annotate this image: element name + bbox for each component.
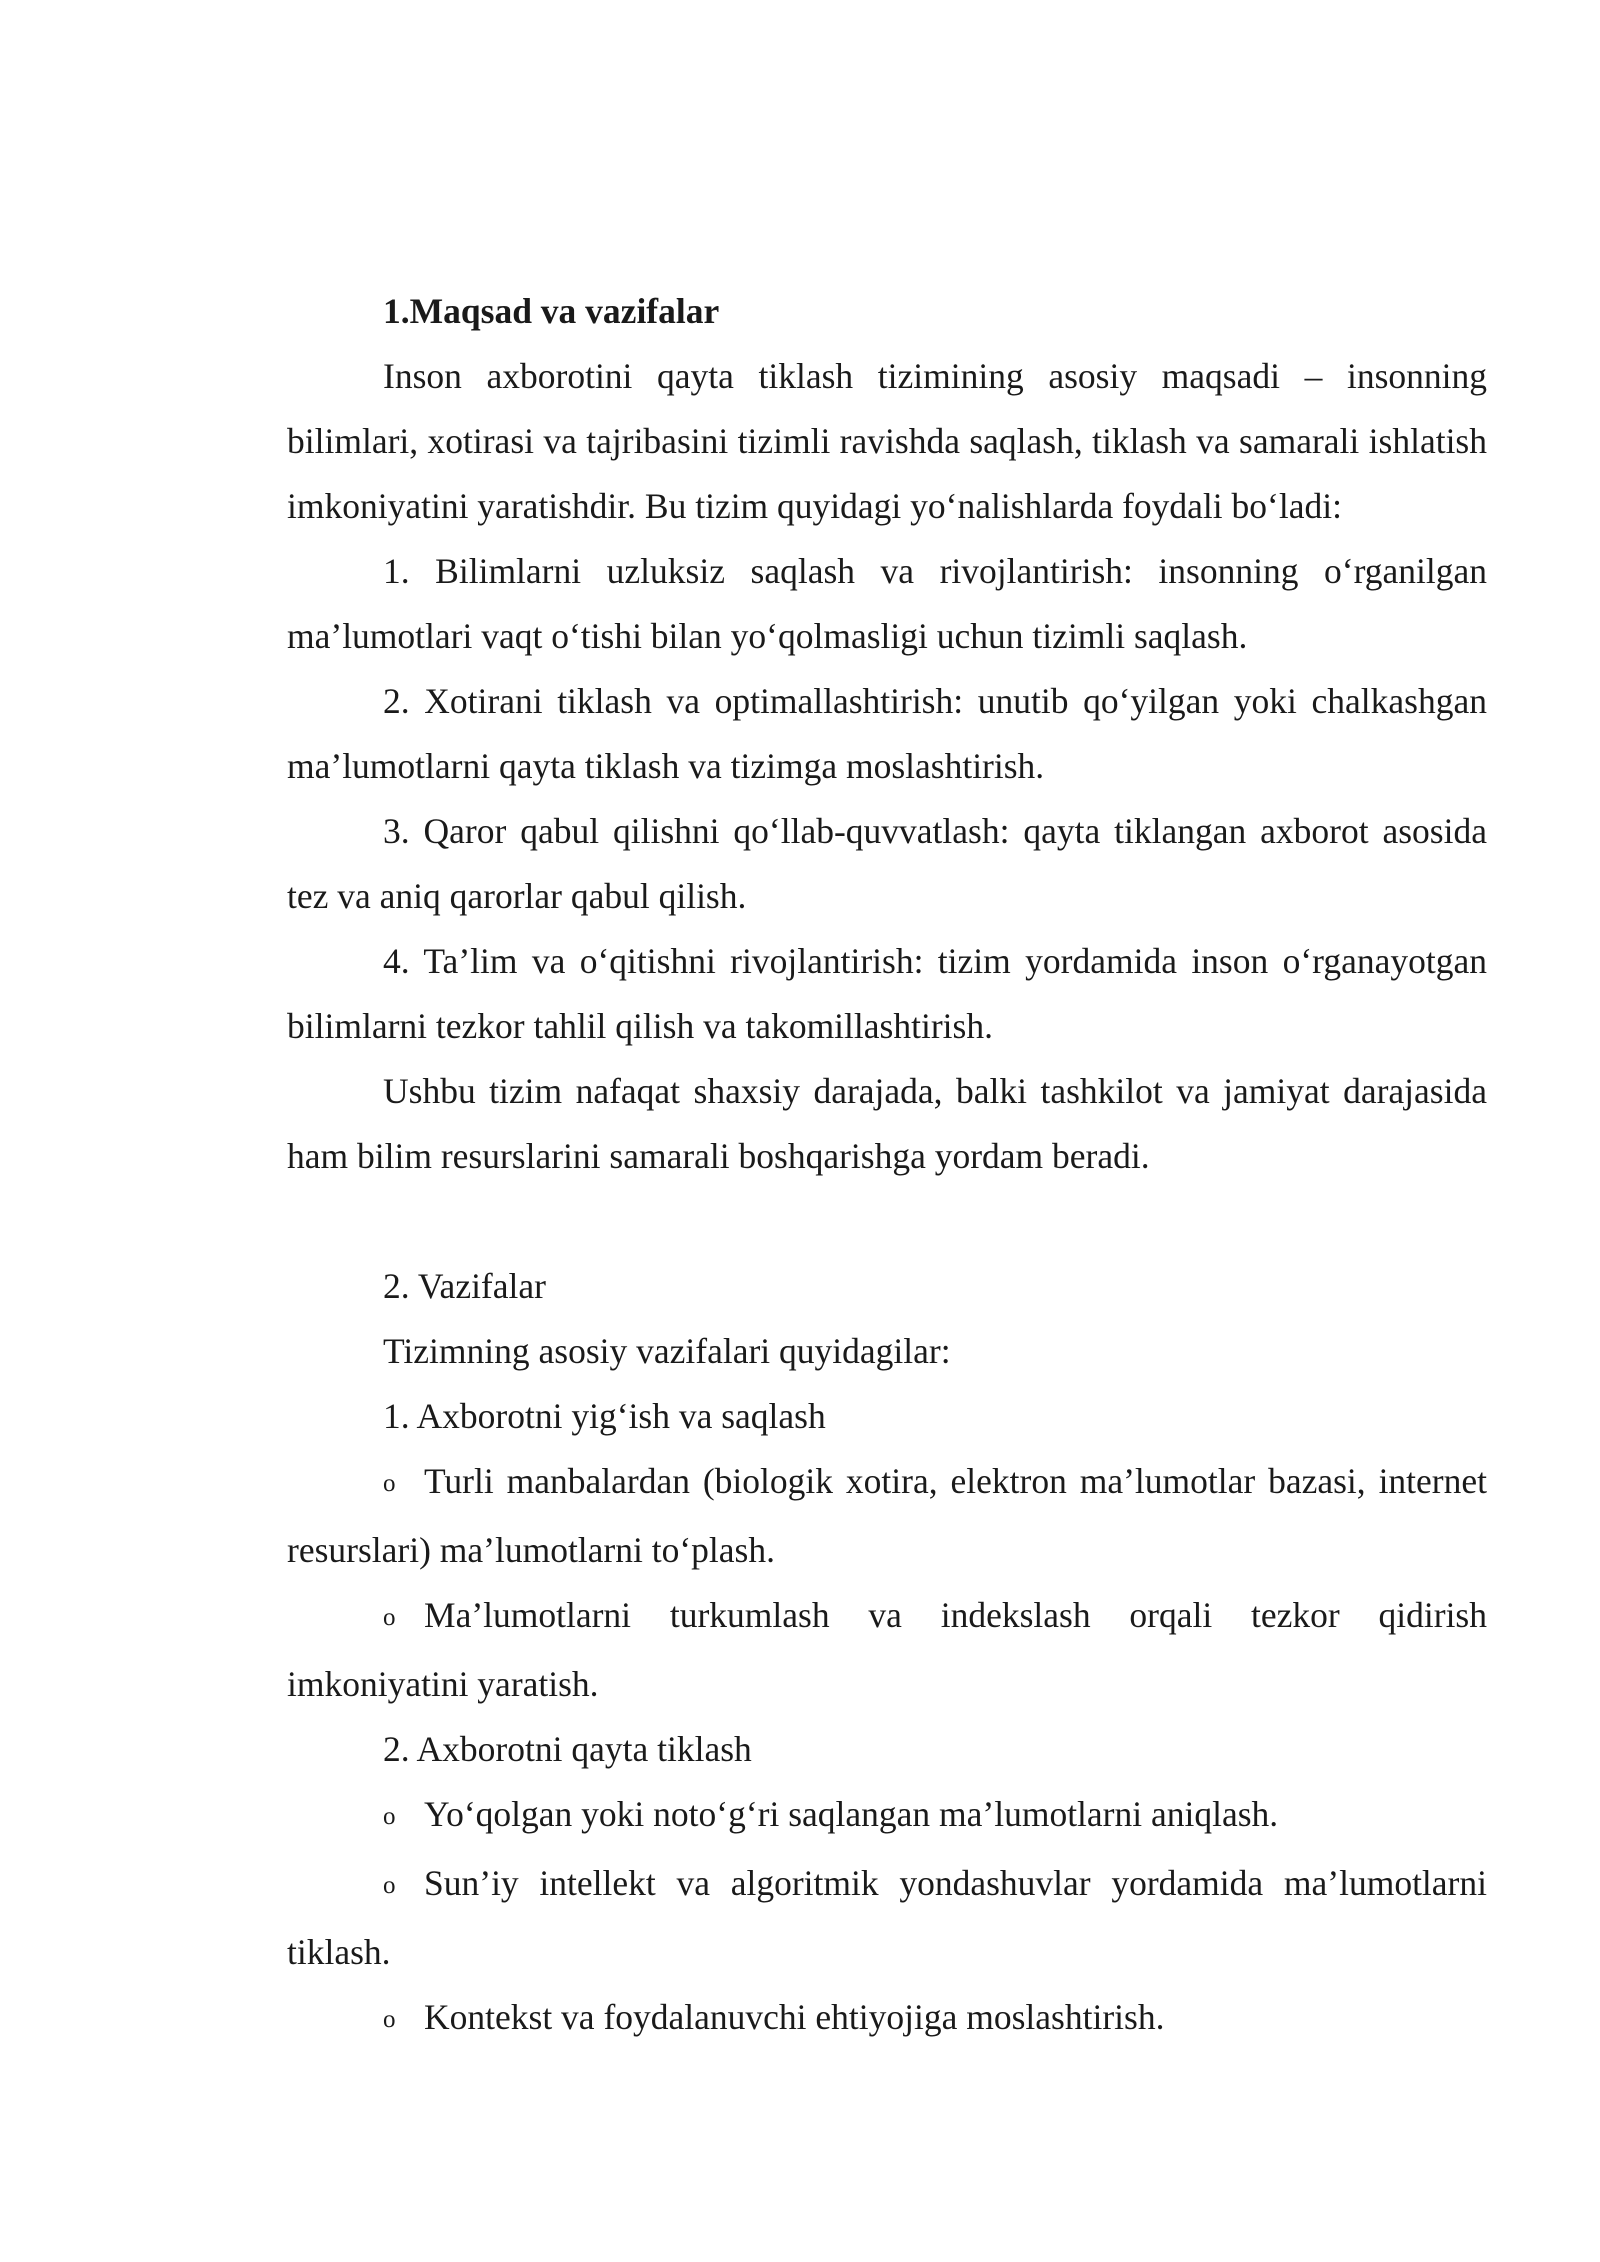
bullet-marker: o — [383, 2006, 396, 2033]
bullet-item — [287, 1583, 1487, 1717]
bullet-marker: o — [383, 1470, 396, 1497]
intro-paragraph: Inson axborotini qayta tiklash tizimining asosiy maqsadi – insonning bilimlari, xotirasi va tajribasini tizimli ravishda saqlash, tiklash va samarali ishlatish imkoniyatini yaratishdir. Bu tizim quyidagi yo‘nalishlarda foydali bo‘ladi: — [287, 356, 1487, 526]
document-page — [287, 279, 1487, 2054]
bullet-item — [287, 1782, 1487, 1851]
bullet-text: Turli manbalardan (biologik xotira, elektron ma’lumotlar bazasi, internet resurslari) ma’lumotlarni to‘plash. — [287, 1461, 1487, 1570]
bullet-item — [287, 1449, 1487, 1583]
bullet-marker: o — [383, 1803, 396, 1830]
bullet-marker: o — [383, 1604, 396, 1631]
goal-item-3: 3. Qaror qabul qilishni qo‘llab-quvvatlash: qayta tiklangan axborot asosida tez va aniq qarorlar qabul qilish. — [287, 811, 1487, 916]
goal-item-2: 2. Xotirani tiklash va optimallashtirish: unutib qo‘yilgan yoki chalkashgan ma’lumotlarni qayta tiklash va tizimga moslashtirish. — [287, 681, 1487, 786]
bullet-item — [287, 1985, 1487, 2054]
bullet-text: Sun’iy intellekt va algoritmik yondashuvlar yordamida ma’lumotlarni tiklash. — [287, 1863, 1487, 1972]
bullet-text: Yo‘qolgan yoki noto‘g‘ri saqlangan ma’lumotlarni aniqlash. — [424, 1794, 1279, 1834]
bullet-item — [287, 1851, 1487, 1985]
spacer — [287, 1189, 1487, 1254]
bullet-marker: o — [383, 1872, 396, 1899]
tasks-heading: 2. Vazifalar — [383, 1266, 546, 1306]
bullet-text: Kontekst va foydalanuvchi ehtiyojiga moslashtirish. — [424, 1997, 1165, 2037]
conclusion-paragraph: Ushbu tizim nafaqat shaxsiy darajada, balki tashkilot va jamiyat darajasida ham bilim resurslarini samarali boshqarishga yordam beradi. — [287, 1071, 1487, 1176]
task-group-title-2: 2. Axborotni qayta tiklash — [383, 1729, 752, 1769]
bullet-text: Ma’lumotlarni turkumlash va indekslash orqali tezkor qidirish imkoniyatini yaratish. — [287, 1595, 1487, 1704]
tasks-intro: Tizimning asosiy vazifalari quyidagilar: — [383, 1331, 951, 1371]
goal-item-4: 4. Ta’lim va o‘qitishni rivojlantirish: tizim yordamida inson o‘rganayotgan bilimlarni tezkor tahlil qilish va takomillashtirish. — [287, 941, 1487, 1046]
task-group-title-1: 1. Axborotni yig‘ish va saqlash — [383, 1396, 826, 1436]
goal-item-1: 1. Bilimlarni uzluksiz saqlash va rivojlantirish: insonning o‘rganilgan ma’lumotlari vaqt o‘tishi bilan yo‘qolmasligi uchun tizimli saqlash. — [287, 551, 1487, 656]
section-heading: 1.Maqsad va vazifalar — [383, 291, 720, 331]
